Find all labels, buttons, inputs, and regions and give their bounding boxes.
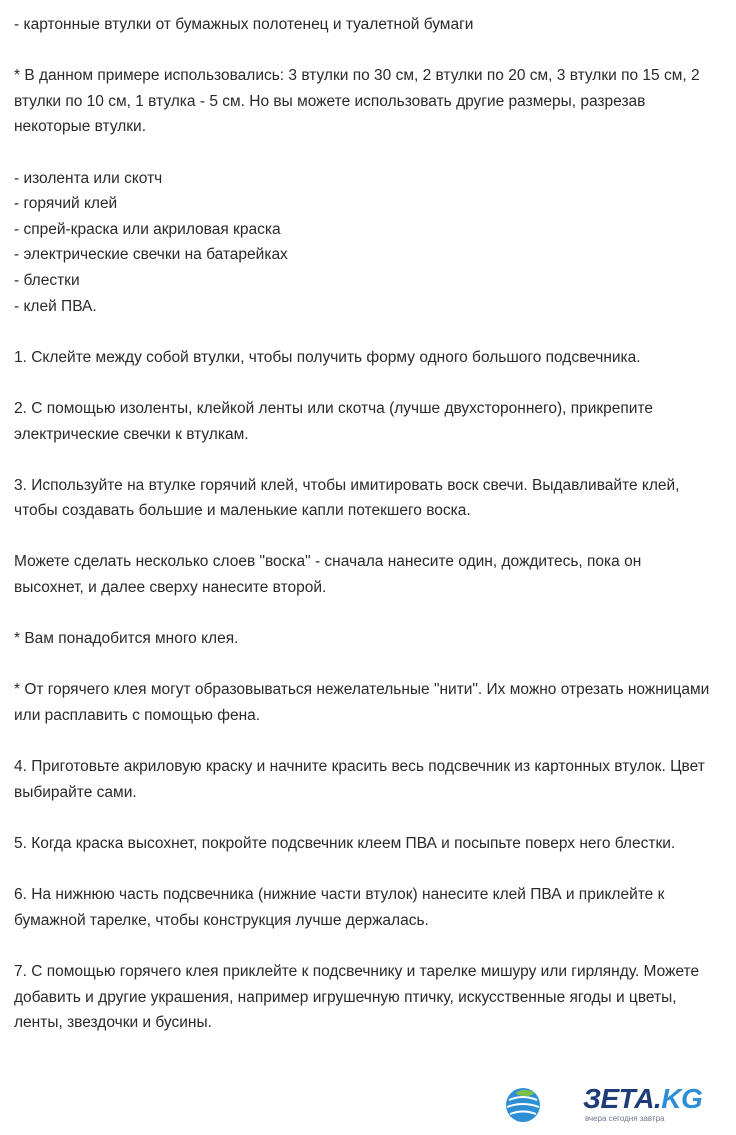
watermark-brand — [583, 1083, 702, 1115]
paragraph-wax-layers: Можете сделать несколько слоев "воска" - сначала нанесите один, дождитесь, пока он высохнет, и далее сверху нанесите второй. — [14, 553, 642, 597]
paragraph-note-sizes: * В данном примере использовались: 3 втулки по 30 см, 2 втулки по 20 см, 3 втулки по 15 см, 2 втулки по 10 см, 1 втулка - 5 см. Но вы можете использовать другие размеры, разрезав некоторые втулки. — [14, 67, 700, 136]
paragraph-materials-tubes: - картонные втулки от бумажных полотенец и туалетной бумаги — [14, 16, 474, 33]
paragraph-step-3: 3. Используйте на втулке горячий клей, чтобы имитировать воск свечи. Выдавливайте клей, чтобы создавать большие и маленькие капли потекшего воска. — [14, 476, 680, 520]
zeta-kg-watermark — [503, 1081, 728, 1127]
paragraph-step-7: 7. С помощью горячего клея приклейте к подсвечнику и тарелке мишуру или гирлянду. Можете добавить и другие украшения, например игрушечную птичку, искусственные ягоды и цветы, ленты, звездочки и бусины. — [14, 962, 700, 1032]
paragraph-step-5: 5. Когда краска высохнет, покройте подсвечник клеем ПВА и посыпьте поверх него блестки. — [14, 835, 676, 852]
paragraph-note-glue: * Вам понадобится много клея. — [14, 630, 239, 648]
paragraph-step-1: 1. Склейте между собой втулки, чтобы получить форму одного большого подсвечника. — [14, 348, 641, 366]
watermark-brand-main: ЗЕТА. — [583, 1083, 662, 1114]
paragraph-note-threads: * От горячего клея могут образовываться нежелательные "нити". Их можно отрезать ножницами или расплавить с помощью фена. — [14, 681, 710, 725]
globe-logo-icon — [503, 1085, 543, 1125]
paragraph-step-6: 6. На нижнюю часть подсвечника (нижние части втулок) нанесите клей ПВА и приклейте к бумажной тарелке, чтобы конструкция лучше держалась. — [14, 886, 665, 929]
paragraph-materials-list: - изолента или скотч - горячий клей - спрей-краска или акриловая краска - электрические свечки на батарейках - блестки - клей ПВА. — [14, 169, 288, 315]
paragraph-step-4: 4. Приготовьте акриловую краску и начните красить весь подсвечник из картонных втулок. Цвет выбирайте сами. — [14, 758, 705, 801]
paragraph-step-2: 2. С помощью изоленты, клейкой ленты или скотча (лучше двухстороннего), прикрепите электрические свечки к втулкам. — [14, 399, 654, 443]
article-body — [14, 12, 714, 1061]
watermark-tagline: вчера сегодня завтра — [585, 1114, 665, 1123]
watermark-brand-suffix: KG — [661, 1083, 703, 1114]
